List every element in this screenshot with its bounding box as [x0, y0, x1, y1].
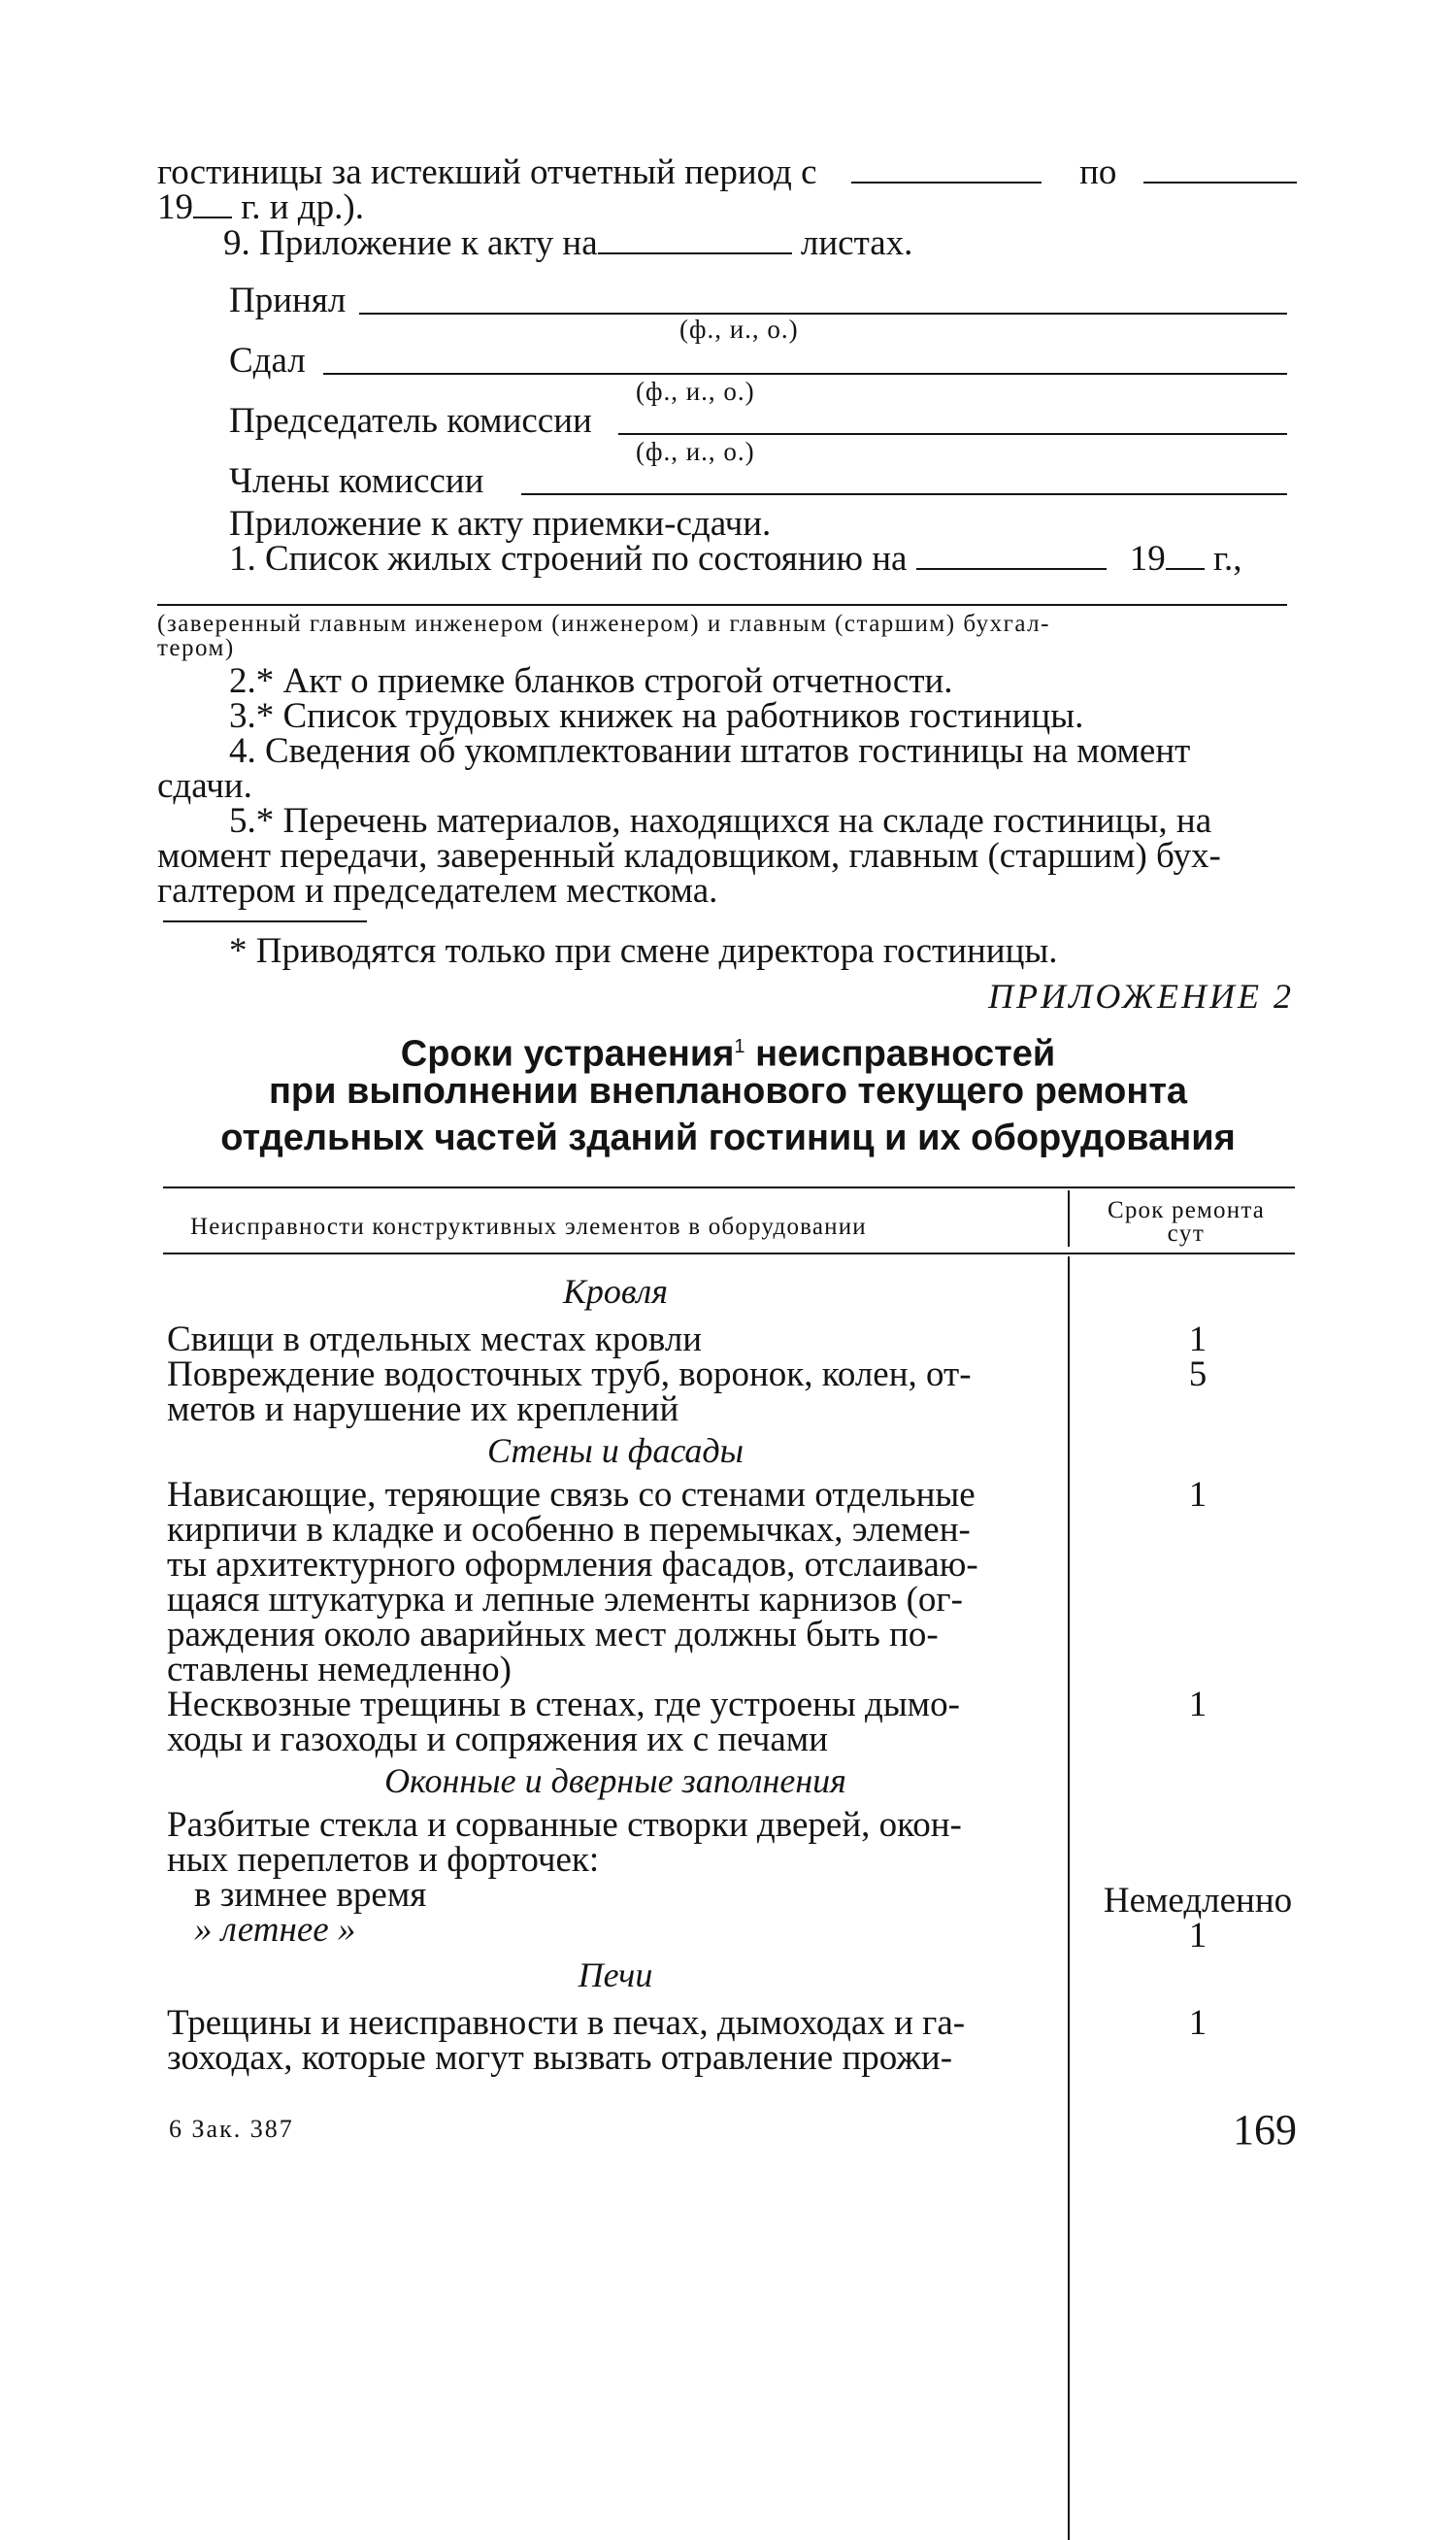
- page-number: 169: [1233, 2106, 1297, 2154]
- form-line-1: [157, 152, 1297, 192]
- handed-signature-line: [323, 373, 1287, 375]
- attachment-1-note: тером): [157, 635, 235, 661]
- section-walls: Стены и фасады: [487, 1431, 744, 1470]
- sheets-blank: [598, 229, 792, 254]
- rule: [157, 604, 1287, 606]
- table-column-divider: [1068, 1256, 1070, 2540]
- table-row: метов и нарушение их креплений: [167, 1389, 679, 1429]
- fio-hint: (ф., и., о.): [679, 315, 799, 344]
- table-row: Трещины и неисправности в печах, дымоходах и га-: [167, 2003, 966, 2043]
- footnote-rule: [163, 920, 367, 922]
- table-row: ты архитектурного оформления фасадов, отслаиваю-: [167, 1545, 978, 1585]
- repair-term: 1: [1188, 2003, 1208, 2043]
- table-header-rule: [163, 1253, 1295, 1254]
- fio-hint: (ф., и., о.): [636, 377, 755, 406]
- accepted-signature-line: [359, 313, 1287, 315]
- repair-term: 1: [1188, 1475, 1208, 1515]
- year-blank: [193, 193, 232, 218]
- table-row: Нависающие, теряющие связь со стенами отдельные: [167, 1475, 976, 1515]
- chairman-label: Председатель комиссии: [229, 401, 592, 441]
- attachment-4: сдачи.: [157, 766, 252, 806]
- footnote-mark: 1: [734, 1036, 745, 1057]
- print-order: 6 Зак. 387: [169, 2115, 294, 2143]
- repair-term: Немедленно: [1103, 1881, 1293, 1921]
- repair-term: 1: [1188, 1916, 1208, 1955]
- repair-term: 5: [1188, 1354, 1208, 1394]
- chairman-signature-line: [618, 433, 1287, 435]
- table-row: ставлены немедленно): [167, 1650, 512, 1689]
- attachment-5: момент передачи, заверенный кладовщиком, главным (старшим) бух-: [157, 836, 1221, 876]
- table-row: Повреждение водосточных труб, воронок, колен, от-: [167, 1354, 972, 1394]
- table-row: Свищи в отдельных местах кровли: [167, 1320, 703, 1359]
- section-windows: Оконные и дверные заполнения: [384, 1761, 846, 1800]
- appendix-label: ПРИЛОЖЕНИЕ 2: [988, 977, 1294, 1016]
- attachment-1-label: 1. Список жилых строений по состоянию на: [229, 539, 908, 579]
- members-signature-line: [521, 493, 1287, 495]
- form-line-2: [157, 187, 364, 227]
- attachments-heading: Приложение к акту приемки-сдачи.: [229, 504, 772, 544]
- attachment-5: галтером и председателем месткома.: [157, 871, 718, 911]
- fio-hint: (ф., и., о.): [636, 437, 755, 466]
- year-suffix: г.,: [1212, 539, 1242, 579]
- table-row: кирпичи в кладке и особенно в перемычках, элемен-: [167, 1510, 971, 1550]
- period-label: гостиницы за истекший отчетный период с: [157, 152, 817, 192]
- table-header-unit: сут: [1167, 1220, 1206, 1247]
- table-row: » летнее »: [194, 1910, 356, 1950]
- attachment-2: 2.* Акт о приемке бланков строгой отчетности.: [229, 661, 953, 701]
- table-row: ходы и газоходы и сопряжения их с печами: [167, 1720, 828, 1759]
- date-blank: [916, 545, 1107, 570]
- period-to-label: по: [1079, 152, 1117, 192]
- repair-term: 1: [1188, 1320, 1208, 1359]
- year-suffix: г. и др.).: [241, 187, 364, 227]
- table-header-defects: Неисправности конструктивных элементов в оборудовании: [190, 1214, 867, 1240]
- attachment-1: [229, 539, 1242, 579]
- accepted-label: Принял: [229, 281, 347, 320]
- attachment-5: 5.* Перечень материалов, находящихся на складе гостиницы, на: [229, 801, 1212, 841]
- repair-term: 1: [1188, 1685, 1208, 1724]
- table-row: Разбитые стекла и сорванные створки дверей, окон-: [167, 1805, 962, 1845]
- table-row: Несквозные трещины в стенах, где устроены дымо-: [167, 1685, 960, 1724]
- table-row: щаяся штукатурка и лепные элементы карнизов (ог-: [167, 1580, 963, 1620]
- handed-label: Сдал: [229, 341, 306, 381]
- members-label: Члены комиссии: [229, 461, 484, 501]
- table-header-term: Срок ремонта: [1107, 1197, 1266, 1223]
- year-prefix: 19: [157, 187, 193, 227]
- item-9-label: 9. Приложение к акту на: [223, 223, 598, 263]
- year-prefix: 19: [1129, 539, 1166, 579]
- period-to-blank: [1143, 158, 1297, 184]
- item-9-suffix: листах.: [800, 223, 913, 263]
- year-blank: [1166, 545, 1205, 570]
- section-roof: Кровля: [563, 1272, 668, 1311]
- item-9: [223, 223, 913, 263]
- footnote: * Приводятся только при смене директора гостиницы.: [229, 931, 1058, 971]
- appendix-title-line-1: Сроки устранения$^1$ неисправностей: [400, 1033, 1056, 1075]
- appendix-title-line-3: отдельных частей зданий гостиниц и их оборудования: [220, 1118, 1236, 1158]
- table-row: ных переплетов и форточек:: [167, 1840, 600, 1880]
- table-row: зоходах, которые могут вызвать отравление прожи-: [167, 2038, 953, 2078]
- attachment-4: 4. Сведения об укомплектовании штатов гостиницы на момент: [229, 731, 1191, 771]
- attachment-1-note: (заверенный главным инженером (инженером) и главным (старшим) бухгал-: [157, 611, 1050, 637]
- table-header-divider: [1068, 1190, 1070, 1247]
- attachment-3: 3.* Список трудовых книжек на работников гостиницы.: [229, 696, 1084, 736]
- appendix-title-line-2: при выполнении внепланового текущего ремонта: [268, 1071, 1188, 1112]
- table-row: в зимнее время: [194, 1875, 427, 1915]
- section-stoves: Печи: [578, 1955, 653, 1994]
- table-row: раждения около аварийных мест должны быть по-: [167, 1615, 939, 1654]
- period-from-blank: [851, 158, 1042, 184]
- table-top-rule: [163, 1186, 1295, 1188]
